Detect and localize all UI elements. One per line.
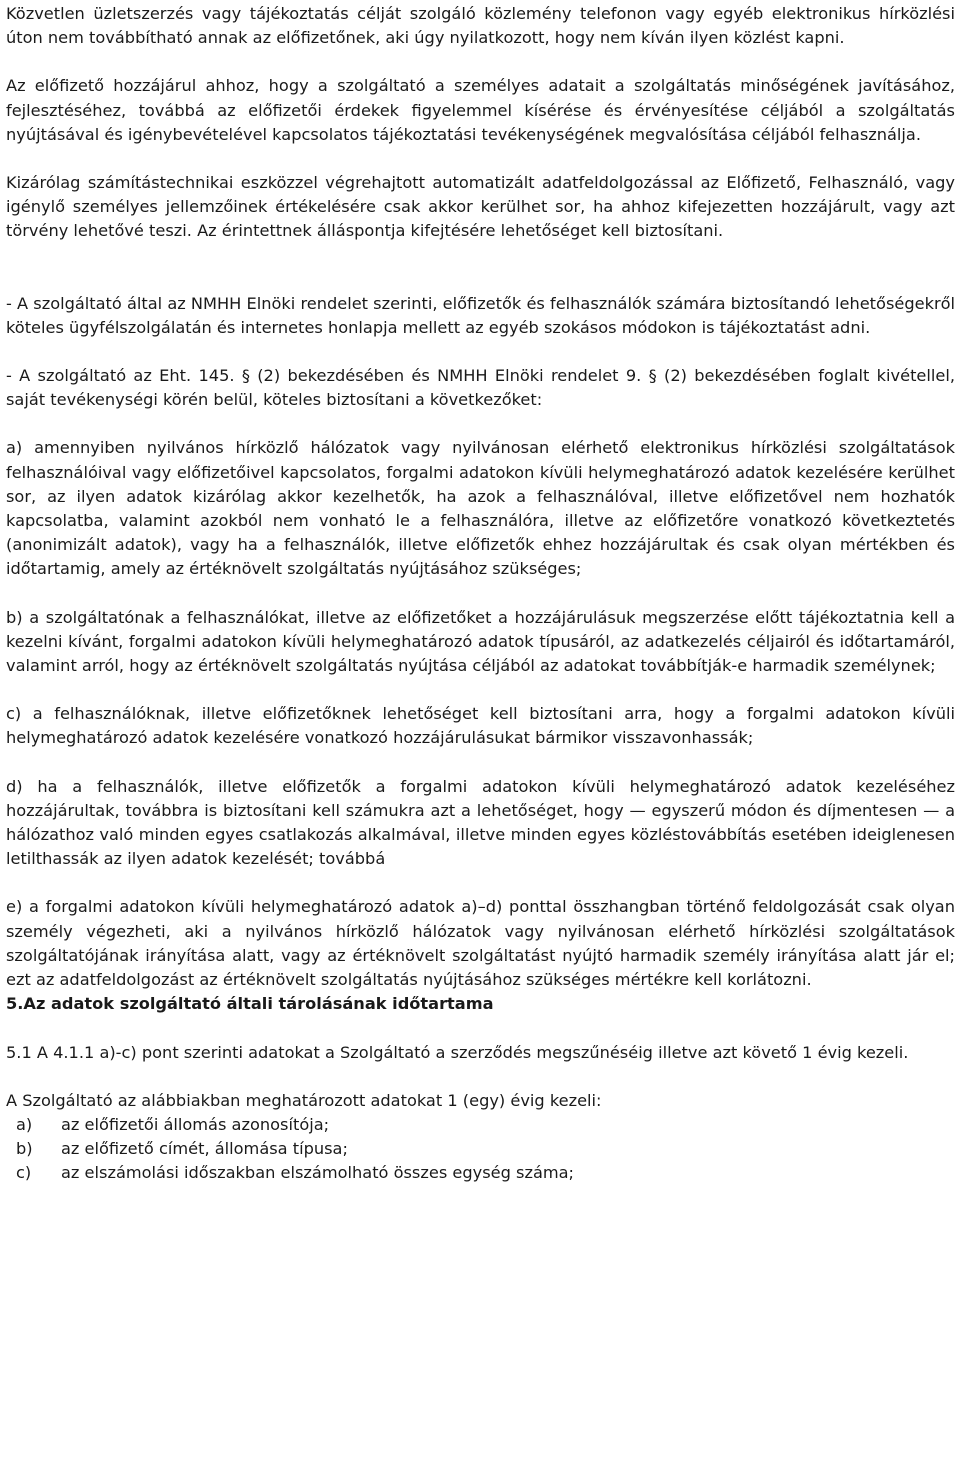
list-item-text: az előfizetői állomás azonosítója; bbox=[61, 1114, 330, 1134]
paragraph-list-intro: A Szolgáltató az alábbiakban meghatározott adatokat 1 (egy) évig kezeli: bbox=[6, 1090, 602, 1110]
paragraph-point-b: b) a szolgáltatónak a felhasználókat, illetve az előfizetőket a hozzájárulásuk megszerzése előtt tájékoztatnia kell a kezelni kívánt, forgalmi adatokon kívüli helymeghatározó adatok típusáról, az adatkezelés céljairól és időtartamáról, valamint arról, hogy az értéknövelt szolgáltatás nyújtása céljából az adatokat továbbítják-e harmadik személynek; bbox=[6, 607, 955, 676]
list-item bbox=[6, 1137, 955, 1161]
paragraph-point-d: d) ha a felhasználók, illetve előfizetők a forgalmi adatokon kívüli helymeghatározó adatok kezeléséhez hozzájárultak, továbbra is biztosítani kell számukra azt a lehetőséget, hogy — egyszerű módon és díjmentesen — a hálózathoz való minden egyes csatlakozás alkalmával, illetve minden egyes közléstovábbítás esetében ideiglenesen letilthassák az ilyen adatok kezelését; továbbá bbox=[6, 776, 955, 869]
list-item-text: az előfizető címét, állomása típusa; bbox=[61, 1139, 348, 1159]
list-item-label: a) bbox=[16, 1114, 33, 1134]
paragraph-point-e: e) a forgalmi adatokon kívüli helymeghatározó adatok a)–d) ponttal összhangban történő feldolgozását csak olyan személy végezheti, aki a nyilvános hírközlő hálózatok vagy nyilvánosan elérhető hírközlési szolgáltatások szolgáltatójának irányítása alatt, vagy az értéknövelt szolgáltatást nyújtó harmadik személy irányítása alatt jár el; ezt az adatfeldolgozást az értéknövelt szolgáltatás nyújtásához szükséges mértékre kell korlátozni. bbox=[6, 897, 955, 990]
paragraph-eht-obligations: - A szolgáltató az Eht. 145. § (2) bekezdésében és NMHH Elnöki rendelet 9. § (2) bekezdésében foglalt kivétellel, saját tevékenységi körén belül, köteles biztosítani a következőket: bbox=[6, 366, 955, 410]
document-page bbox=[6, 2, 955, 1186]
paragraph-point-a: a) amennyiben nyilvános hírközlő hálózatok vagy nyilvánosan elérhető elektronikus hírközlési szolgáltatások felhasználóival vagy előfizetőivel kapcsolatos, forgalmi adatokon kívüli helymeghatározó adatok kezelésére kerülhet sor, az ilyen adatok kizárólag akkor kezelhetők, ha azok a felhasználóval, illetve előfizetővel nem hozhatók kapcsolatba, valamint azokból nem vonható le a felhasználóra, illetve az előfizetőre vonatkozó következtetés (anonimizált adatok), vagy ha a felhasználók, illetve előfizetők ehhez hozzájárultak és csak olyan mértékben és időtartamig, amely az értéknövelt szolgáltatás nyújtásához szükséges; bbox=[6, 438, 955, 579]
list-item-text: az elszámolási időszakban elszámolható összes egység száma; bbox=[61, 1163, 575, 1183]
paragraph-point-c: c) a felhasználóknak, illetve előfizetőknek lehetőséget kell biztosítani arra, hogy a forgalmi adatokon kívüli helymeghatározó adatok kezelésére vonatkozó hozzájárulásukat bármikor visszavonhassák; bbox=[6, 704, 955, 748]
paragraph-5-1: 5.1 A 4.1.1 a)-c) pont szerinti adatokat a Szolgáltató a szerződés megszűnéséig illetve azt követő 1 évig kezeli. bbox=[6, 1042, 909, 1062]
data-retention-list bbox=[6, 1113, 955, 1186]
list-item-label: c) bbox=[16, 1163, 32, 1183]
paragraph-automated-processing: Kizárólag számítástechnikai eszközzel végrehajtott automatizált adatfeldolgozással az Előfizető, Felhasználó, vagy igénylő személyes jellemzőinek értékelésére csak akkor kerülhet sor, ha ahhoz kifejezetten hozzájárult, vagy azt törvény lehetővé teszi. Az érintettnek álláspontja kifejtésére lehetőséget kell biztosítani. bbox=[6, 173, 955, 241]
list-item bbox=[6, 1113, 955, 1137]
paragraph-subscriber-consent: Az előfizető hozzájárul ahhoz, hogy a szolgáltató a személyes adatait a szolgáltatás minőségének javításához, fejlesztéséhez, továbbá az előfizetői érdekek figyelemmel kísérése és érvényesítése céljából a szolgáltatás nyújtásával és igénybevételével kapcsolatos tájékoztatási tevékenységének megvalósítása céljából felhasználja. bbox=[6, 76, 955, 144]
paragraph-direct-marketing: Közvetlen üzletszerzés vagy tájékoztatás célját szolgáló közlemény telefonon vagy egyéb elektronikus hírközlési úton nem továbbítható annak az előfizetőnek, aki úgy nyilatkozott, hogy nem kíván ilyen közlést kapni. bbox=[6, 4, 955, 48]
list-item-label: b) bbox=[16, 1139, 33, 1159]
section-heading-5: 5.Az adatok szolgáltató általi tárolásának időtartama bbox=[6, 994, 494, 1014]
list-item bbox=[6, 1161, 955, 1185]
paragraph-nmhh-options: - A szolgáltató által az NMHH Elnöki rendelet szerinti, előfizetők és felhasználók számára biztosítandó lehetőségekről köteles ügyfélszolgálatán és internetes honlapja mellett az egyéb szokásos módokon is tájékoztatást adni. bbox=[6, 293, 955, 337]
